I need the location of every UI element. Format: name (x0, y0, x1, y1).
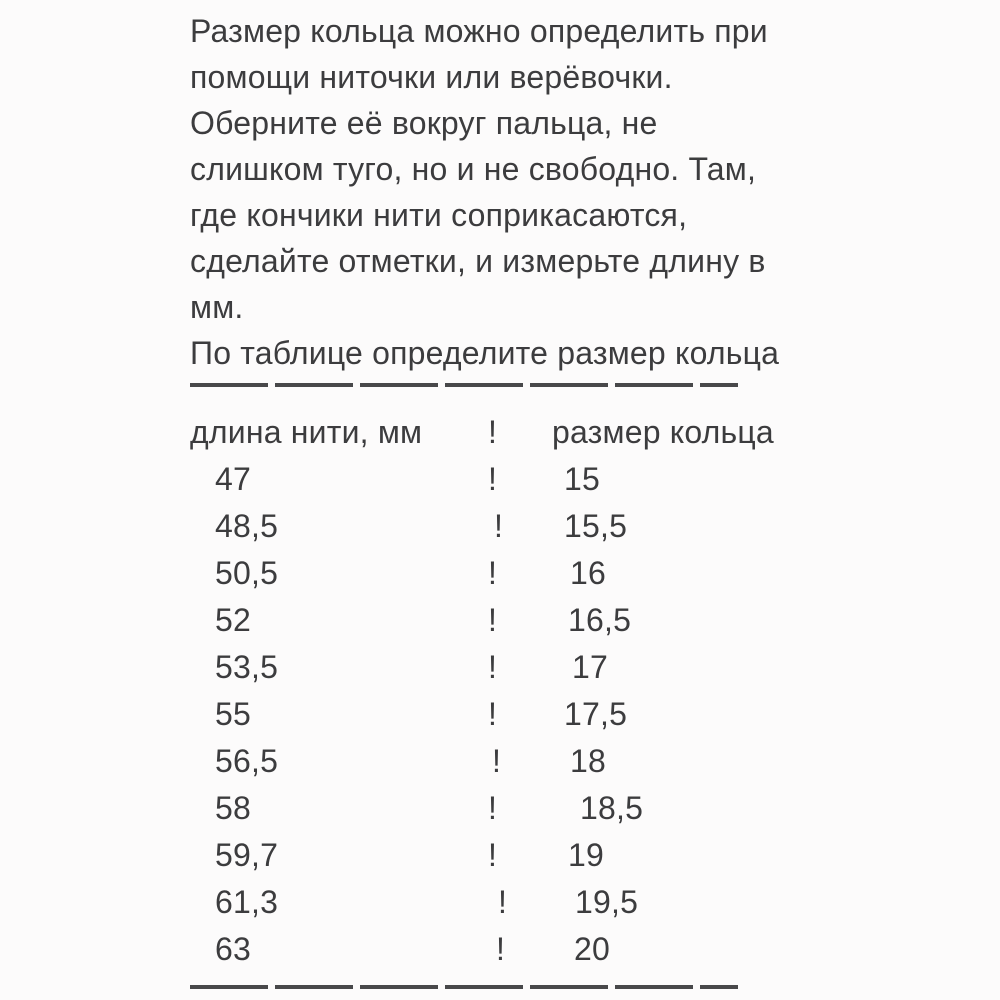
table-row (190, 785, 810, 832)
intro-text-line: По таблице определите размер кольца (190, 335, 780, 371)
thread-length-value: 55 (215, 696, 251, 732)
column-header-ring-size: размер кольца (552, 414, 774, 450)
row-separator: ! (488, 555, 498, 591)
thread-length-value: 48,5 (215, 508, 279, 544)
row-separator: ! (488, 649, 498, 685)
table-row (190, 503, 810, 550)
thread-length-value: 58 (215, 790, 251, 826)
table-header-row (190, 409, 810, 456)
intro-paragraph (190, 8, 810, 376)
row-separator: ! (496, 931, 506, 967)
page-content (190, 8, 810, 989)
intro-text-line: где кончики нити соприкасаются, (190, 197, 688, 233)
ring-size-value: 18,5 (580, 790, 644, 826)
intro-text-line: сделайте отметки, и измерьте длину в (190, 243, 766, 279)
column-header-thread-length: длина нити, мм (190, 414, 423, 450)
row-separator: ! (488, 696, 498, 732)
table-row (190, 926, 810, 973)
ring-size-value: 17,5 (564, 696, 628, 732)
row-separator: ! (488, 790, 498, 826)
thread-length-value: 61,3 (215, 884, 279, 920)
thread-length-value: 59,7 (215, 837, 279, 873)
ring-size-value: 15 (564, 461, 600, 497)
row-separator: ! (488, 602, 498, 638)
divider-line-bottom (190, 985, 738, 989)
ring-size-value: 19 (568, 837, 604, 873)
ring-size-value: 16,5 (568, 602, 632, 638)
thread-length-value: 53,5 (215, 649, 279, 685)
intro-text-line: помощи ниточки или верёвочки. (190, 59, 673, 95)
column-separator: ! (488, 414, 498, 450)
intro-text-line: Оберните её вокруг пальца, не (190, 105, 658, 141)
thread-length-value: 56,5 (215, 743, 279, 779)
ring-size-value: 19,5 (575, 884, 639, 920)
ring-size-value: 15,5 (564, 508, 628, 544)
table-row (190, 879, 810, 926)
ring-size-table (190, 409, 810, 973)
intro-text-line: мм. (190, 289, 244, 325)
table-row (190, 597, 810, 644)
table-row (190, 738, 810, 785)
thread-length-value: 52 (215, 602, 251, 638)
thread-length-value: 63 (215, 931, 251, 967)
row-separator: ! (494, 508, 504, 544)
row-separator: ! (498, 884, 508, 920)
table-row (190, 832, 810, 879)
thread-length-value: 47 (215, 461, 251, 497)
table-body (190, 456, 810, 973)
ring-size-value: 16 (570, 555, 606, 591)
thread-length-value: 50,5 (215, 555, 279, 591)
intro-text-line: Размер кольца можно определить при (190, 13, 768, 49)
ring-size-value: 18 (570, 743, 606, 779)
row-separator: ! (492, 743, 502, 779)
ring-size-value: 17 (572, 649, 608, 685)
ring-size-value: 20 (574, 931, 610, 967)
intro-text-line: слишком туго, но и не свободно. Там, (190, 151, 757, 187)
table-row (190, 456, 810, 503)
row-separator: ! (488, 461, 498, 497)
divider-line-top (190, 383, 738, 387)
table-row (190, 691, 810, 738)
table-row (190, 644, 810, 691)
row-separator: ! (488, 837, 498, 873)
table-row (190, 550, 810, 597)
